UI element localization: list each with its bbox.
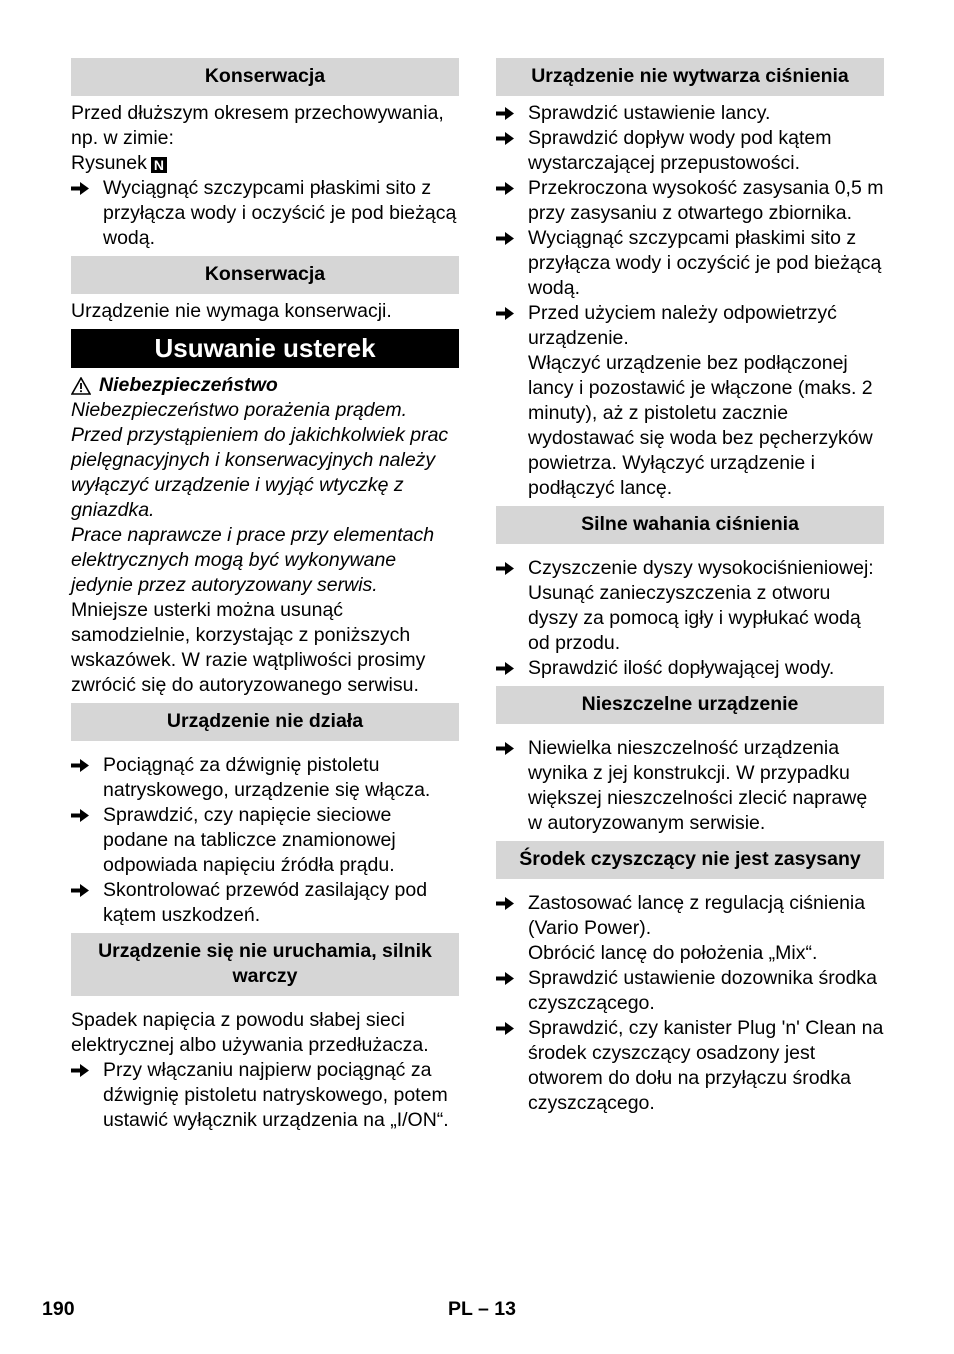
bullet-item: Pociągnąć za dźwignię pistoletu natryskowego, urządzenie się włącza. — [71, 753, 459, 803]
bullet-item: Zastosować lancę z regulacją ciśnienia (Vario Power). — [496, 891, 884, 941]
arrow-right-icon — [496, 736, 528, 836]
bullet-item: Przekroczona wysokość zasysania 0,5 m przy zasysaniu z otwartego zbiornika. — [496, 176, 884, 226]
bullet-item: Sprawdzić dopływ wody pod kątem wystarczającej przepustowości. — [496, 126, 884, 176]
bullet-item: Sprawdzić ilość dopływającej wody. — [496, 656, 884, 681]
warning-text: Niebezpieczeństwo porażenia prądem. Przed przystąpieniem do jakichkolwiek prac pielęgnacyjnych i konserwacyjnych należy wyłączyć urządzenie i wyjąć wtyczkę z gniazdka. — [71, 399, 449, 521]
section-heading: Konserwacja — [71, 256, 459, 294]
arrow-right-icon — [496, 556, 528, 656]
arrow-right-icon — [71, 803, 103, 878]
arrow-right-icon — [496, 1016, 528, 1116]
arrow-right-icon — [496, 891, 528, 941]
bullet-item: Sprawdzić, czy napięcie sieciowe podane na tabliczce znamionowej odpowiada napięciu źródła prądu. — [71, 803, 459, 878]
arrow-right-icon — [496, 101, 528, 126]
figure-badge: N — [151, 157, 167, 173]
arrow-right-icon — [71, 1058, 103, 1133]
bullet-item: Skontrolować przewód zasilający pod kątem uszkodzeń. — [71, 878, 459, 928]
bullet-item: Czyszczenie dyszy wysokociśnieniowej: Usunąć zanieczyszczenia z otworu dyszy za pomocą igły i wypłukać wodą od przodu. — [496, 556, 884, 656]
bullet-item: Wyciągnąć szczypcami płaskimi sito z przyłącza wody i oczyścić je pod bieżącą wodą. — [71, 176, 459, 251]
paragraph: Urządzenie nie wymaga konserwacji. — [71, 300, 392, 322]
arrow-right-icon — [496, 126, 528, 176]
arrow-right-icon — [496, 226, 528, 301]
arrow-right-icon — [496, 301, 528, 351]
bullet-item: Niewielka nieszczelność urządzenia wynika z jej konstrukcji. W przypadku większej nieszczelności zlecić naprawę w autoryzowanym serwisie. — [496, 736, 884, 836]
figure-reference — [71, 151, 459, 176]
bullet-item: Sprawdzić ustawienie lancy. — [496, 101, 884, 126]
bullet-item: Wyciągnąć szczypcami płaskimi sito z przyłącza wody i oczyścić je pod bieżącą wodą. — [496, 226, 884, 301]
section-heading: Urządzenie nie wytwarza ciśnienia — [496, 58, 884, 96]
page-number: 190 — [42, 1298, 75, 1320]
right-column — [496, 58, 884, 1116]
arrow-right-icon — [496, 966, 528, 1016]
paragraph: Spadek napięcia z powodu słabej sieci elektrycznej albo używania przedłużacza. — [71, 1009, 429, 1056]
language-page-label: PL – 13 — [448, 1298, 516, 1320]
section-heading: Środek czyszczący nie jest zasysany — [496, 841, 884, 879]
left-column — [71, 58, 459, 1133]
arrow-right-icon — [71, 753, 103, 803]
paragraph: Przed dłuższym okresem przechowywania, np. w zimie: — [71, 102, 444, 149]
arrow-right-icon — [71, 176, 103, 251]
warning-title: Niebezpieczeństwo — [71, 373, 459, 398]
section-heading: Konserwacja — [71, 58, 459, 96]
figure-label: Rysunek — [71, 152, 147, 174]
bullet-item: Sprawdzić, czy kanister Plug 'n' Clean na środek czyszczący osadzony jest otworem do dołu na przyłączu środka czyszczącego. — [496, 1016, 884, 1116]
arrow-right-icon — [71, 878, 103, 928]
bullet-continuation: Włączyć urządzenie bez podłączonej lancy i pozostawić je włączone (maks. 2 minuty), aż z pistoletu zacznie wydostawać się woda bez pęcherzyków powietrza. Wyłączyć urządzenie i podłączyć lancę. — [528, 352, 873, 499]
chapter-heading: Usuwanie usterek — [71, 329, 459, 368]
paragraph: Mniejsze usterki można usunąć samodzielnie, korzystając z poniższych wskazówek. W razie wątpliwości prosimy zwrócić się do autoryzowanego serwisu. — [71, 599, 426, 696]
section-heading: Urządzenie nie działa — [71, 703, 459, 741]
arrow-right-icon — [496, 656, 528, 681]
bullet-item: Przed użyciem należy odpowietrzyć urządzenie. — [496, 301, 884, 351]
section-heading: Silne wahania ciśnienia — [496, 506, 884, 544]
section-heading: Nieszczelne urządzenie — [496, 686, 884, 724]
warning-text: Prace naprawcze i prace przy elementach elektrycznych mogą być wykonywane jedynie przez autoryzowany serwis. — [71, 524, 435, 596]
bullet-item: Przy włączaniu najpierw pociągnąć za dźwignię pistoletu natryskowego, potem ustawić wyłącznik urządzenia na „I/ON“. — [71, 1058, 459, 1133]
arrow-right-icon — [496, 176, 528, 226]
bullet-item: Sprawdzić ustawienie dozownika środka czyszczącego. — [496, 966, 884, 1016]
bullet-continuation: Obrócić lancę do położenia „Mix“. — [528, 942, 818, 964]
warning-triangle-icon — [71, 377, 91, 395]
section-heading: Urządzenie się nie uruchamia, silnik warczy — [71, 933, 459, 996]
